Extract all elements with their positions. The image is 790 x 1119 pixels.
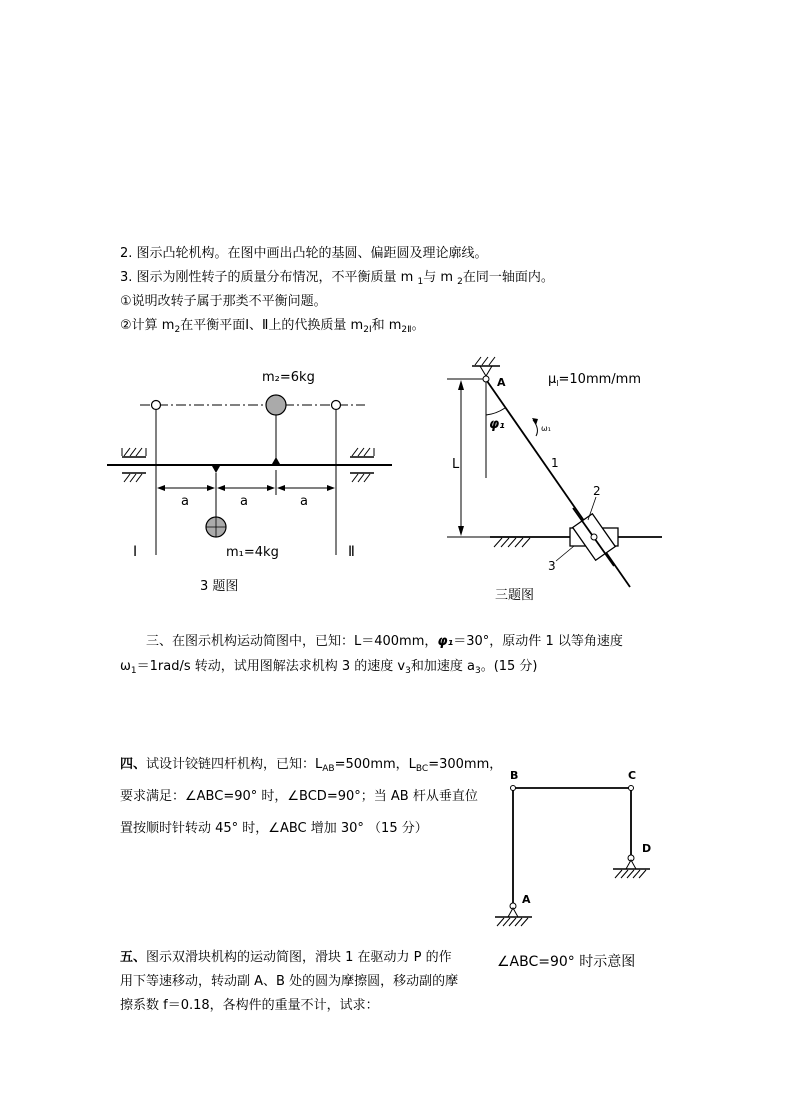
question-3-intro: 3. 图示为刚性转子的质量分布情况，不平衡质量 m $_1$与 m $_2$在同一轴面内。 [120,270,554,287]
point-C-label: C [628,769,637,782]
question-san-line-1: 三、在图示机构运动简图中，已知：L＝400mm，φ₁＝30°，原动件 1 以等角速度 [146,634,623,649]
four-bar-caption: ∠ABC=90° 时示意图 [497,954,636,970]
plane-1-label: Ⅰ [133,544,138,560]
plane-2-label: Ⅱ [348,544,355,560]
question-si-line-3: 置按顺时针转动 45° 时，∠ABC 增加 30° （15 分） [120,821,428,836]
mass-m1-label: m₁=4kg [226,545,279,560]
question-si-line-1: 四、试设计铰链四杆机构，已知：$L_{AB}=500mm$，$L_{BC}=300mm$， [120,757,503,774]
link-2-label: 2 [593,484,601,498]
dim-a-3: a [300,494,308,509]
figure-3-caption: 3 题图 [200,579,239,594]
point-D-label: D [642,842,652,855]
length-L-label: L [452,457,460,472]
question-3-item-1: ①说明改转子属于那类不平衡问题。 [120,294,327,309]
point-B-label: B [510,769,519,782]
question-wu-line-2: 用下等速移动，转动副 A、B 处的圆为摩擦圆，移动副的摩 [120,974,459,989]
scale-label: $\mu_l=10mm/mm$ [548,372,641,388]
link-3-label: 3 [548,559,556,573]
dim-a-1: a [181,494,189,509]
question-wu-line-1: 五、图示双滑块机构的运动简图，滑块 1 在驱动力 P 的作 [120,950,452,965]
mass-m2-label: m₂=6kg [262,370,315,385]
figure-san-caption: 三题图 [495,588,535,603]
point-A-label-2: A [522,893,531,906]
dim-a-2: a [240,494,248,509]
omega1-label: ω₁ [541,424,551,433]
link-1-label: 1 [551,456,559,470]
question-wu-line-3: 擦系数 f＝0.18，各构件的重量不计，试求： [120,998,379,1013]
question-si-line-2: 要求满足：∠ABC=90° 时，∠BCD=90°；当 AB 杆从垂直位 [120,789,478,804]
question-2-text: 2. 图示凸轮机构。在图中画出凸轮的基圆、偏距圆及理论廓线。 [120,246,488,261]
phi1-label: φ₁ [489,417,505,432]
question-san-line-2: $\omega_1=1rad/s$ 转动，试用图解法求机构 3 的速度 $v_3$和加速度 $a_3$。(15 分) [120,659,538,676]
question-3-item-2: ②计算 $m_2$在平衡平面Ⅰ、Ⅱ上的代换质量 $m_{2Ⅰ}$和 $m_{2Ⅱ}$。 [120,318,425,335]
point-A-label: A [497,376,506,389]
